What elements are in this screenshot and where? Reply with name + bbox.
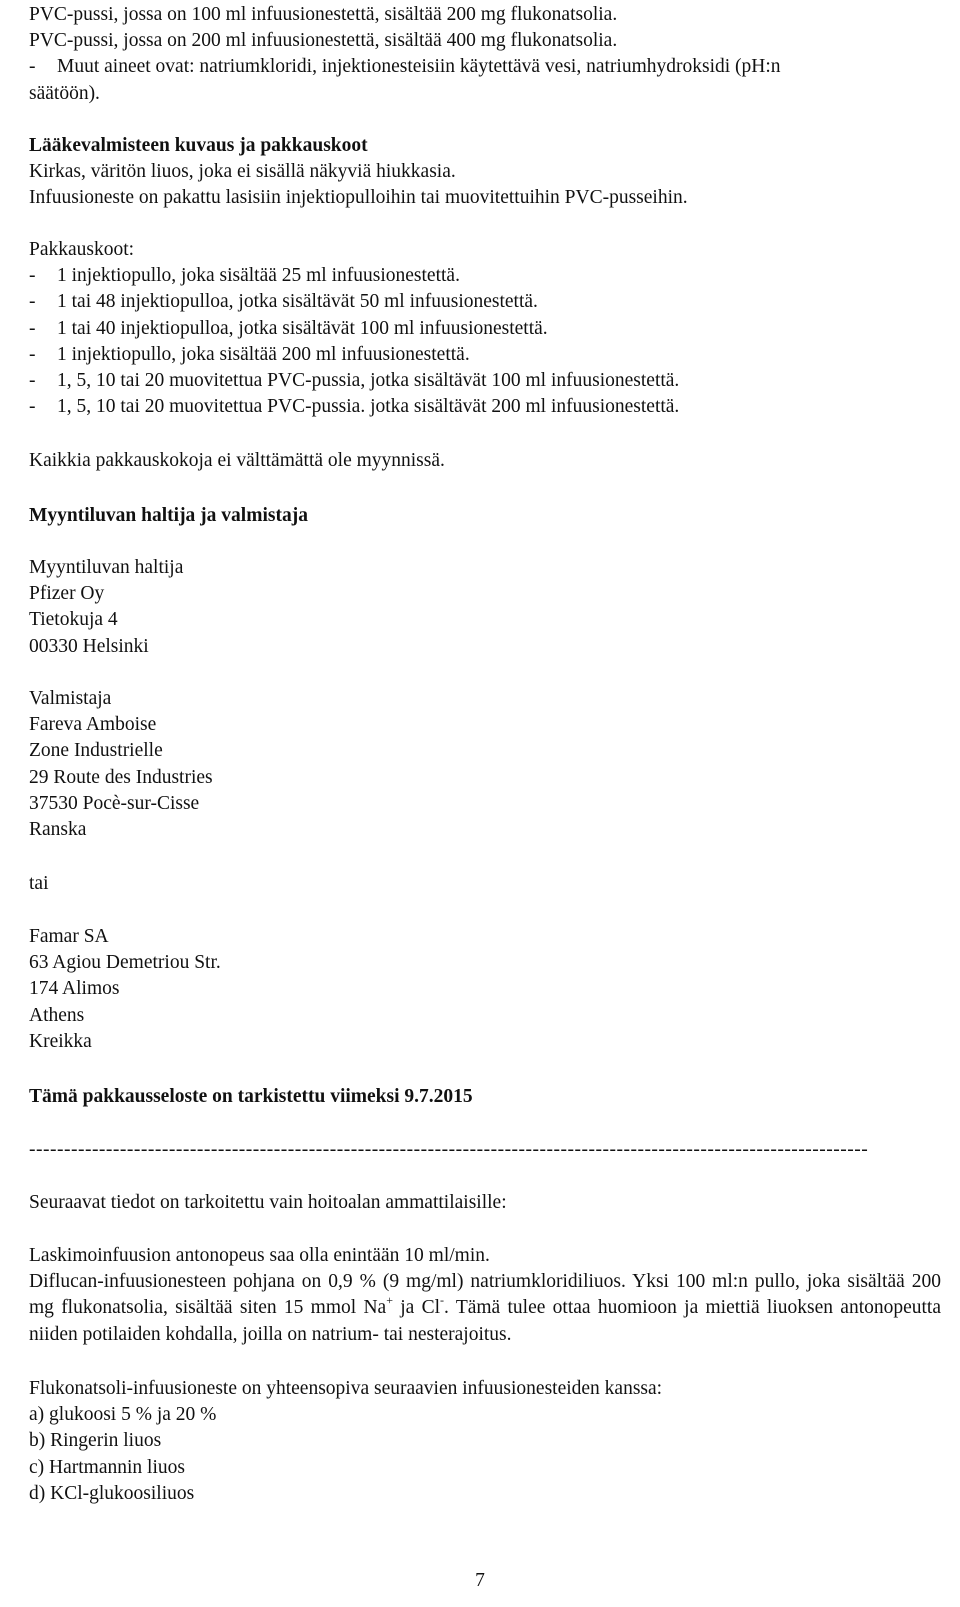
package-item-3: 1 tai 40 injektiopulloa, jotka sisältävät 100 ml infuusionestettä.	[57, 317, 548, 339]
infusion-rate: Laskimoinfuusion antonopeus saa olla enintään 10 ml/min.	[29, 1245, 490, 1266]
manufacturer-2-city: Athens	[29, 1004, 85, 1026]
manufacturer-1-name: Fareva Amboise	[29, 714, 157, 736]
list-item	[29, 368, 944, 394]
packages-note-section	[29, 448, 944, 474]
professional-intro: Seuraavat tiedot on tarkoitettu vain hoitoalan ammattilaisille:	[29, 1192, 507, 1213]
compat-item-d: d) KCl-glukoosiliuos	[29, 1482, 195, 1504]
manufacturer-2-country: Kreikka	[29, 1030, 92, 1052]
list-dash: -	[29, 343, 36, 365]
manufacturer-1-street: 29 Route des Industries	[29, 766, 213, 788]
list-item	[29, 394, 944, 420]
manufacturer-label: Valmistaja	[29, 688, 112, 709]
holder-name: Pfizer Oy	[29, 583, 105, 605]
manufacturer-1-section	[29, 686, 944, 843]
compat-item-a: a) glukoosi 5 % ja 20 %	[29, 1404, 217, 1426]
manufacturer-1-zone: Zone Industrielle	[29, 740, 163, 762]
other-ingredients-text: Muut aineet ovat: natriumkloridi, injektionesteisiin käytettävä vesi, natriumhydroksidi (pH:n	[57, 56, 781, 78]
other-ingredients-cont: säätöön).	[29, 82, 100, 104]
package-item-2: 1 tai 48 injektiopulloa, jotka sisältävät 50 ml infuusionestettä.	[57, 291, 538, 313]
manufacturer-1-city: 37530 Pocè-sur-Cisse	[29, 792, 200, 814]
holder-section	[29, 555, 944, 660]
revised-date: Tämä pakkausseloste on tarkistettu viimeksi 9.7.2015	[29, 1086, 473, 1107]
package-item-5: 1, 5, 10 tai 20 muovitettua PVC-pussia, jotka sisältävät 100 ml infuusionestettä.	[57, 370, 680, 392]
compatibility-section	[29, 1376, 944, 1507]
holder-heading: Myyntiluvan haltija ja valmistaja	[29, 505, 308, 526]
list-item	[29, 263, 944, 289]
list-item	[29, 289, 944, 315]
sodium-text-c: . Tämä tulee ottaa huomioon ja miettiä liuoksen antonopeutta niiden potilaiden kohdalla, joilla on natrium- tai nesterajoitus.	[29, 1297, 942, 1345]
description-line-1: Kirkas, väritön liuos, joka ei sisällä näkyviä hiukkasia.	[29, 161, 456, 183]
revised-section	[29, 1084, 944, 1110]
list-item	[29, 342, 944, 368]
compat-item-b: b) Ringerin liuos	[29, 1430, 162, 1452]
or-section	[29, 871, 944, 897]
packages-note: Kaikkia pakkauskokoja ei välttämättä ole myynnissä.	[29, 450, 445, 471]
professional-body-section	[29, 1243, 941, 1348]
intro-line-1: PVC-pussi, jossa on 100 ml infuusionestettä, sisältää 200 mg flukonatsolia.	[29, 4, 618, 25]
list-item	[29, 316, 944, 342]
package-item-6: 1, 5, 10 tai 20 muovitettua PVC-pussia. jotka sisältävät 200 ml infuusionestettä.	[57, 396, 680, 418]
intro-line-2: PVC-pussi, jossa on 200 ml infuusionestettä, sisältää 400 mg flukonatsolia.	[29, 30, 618, 52]
list-dash: -	[29, 396, 36, 418]
sodium-paragraph	[29, 1269, 941, 1348]
or-text: tai	[29, 873, 49, 894]
compat-item-c: c) Hartmannin liuos	[29, 1456, 185, 1478]
holder-street: Tietokuja 4	[29, 609, 118, 631]
manufacturer-1-country: Ranska	[29, 819, 87, 841]
manufacturer-2-name: Famar SA	[29, 926, 109, 947]
list-dash: -	[29, 56, 36, 78]
sodium-sup-plus: +	[386, 1292, 393, 1307]
manufacturer-2-section	[29, 924, 944, 1055]
intro-section	[29, 2, 944, 107]
list-dash: -	[29, 265, 36, 287]
chloride-sup-minus: -	[440, 1292, 445, 1307]
list-dash: -	[29, 291, 36, 313]
package-item-1: 1 injektiopullo, joka sisältää 25 ml infuusionestettä.	[57, 265, 460, 287]
list-dash: -	[29, 317, 36, 339]
page-number: 7	[475, 1570, 485, 1591]
holder-heading-section	[29, 503, 944, 529]
holder-label: Myyntiluvan haltija	[29, 557, 184, 578]
sodium-text-a: Diflucan-infuusionesteen pohjana on 0,9 % (9 mg/ml) natriumkloridiliuos. Yksi 100 ml:n pullo, joka sisältää 200 mg flukonatsolia, sisältää siten 15 mmol Na	[29, 1271, 941, 1319]
manufacturer-2-postal: 174 Alimos	[29, 978, 120, 1000]
description-heading: Lääkevalmisteen kuvaus ja pakkauskoot	[29, 135, 368, 156]
holder-city: 00330 Helsinki	[29, 635, 149, 657]
package-item-4: 1 injektiopullo, joka sisältää 200 ml infuusionestettä.	[57, 343, 470, 365]
manufacturer-2-street: 63 Agiou Demetriou Str.	[29, 952, 221, 974]
description-section	[29, 133, 944, 212]
other-ingredients-item	[29, 54, 944, 80]
list-dash: -	[29, 370, 36, 392]
separator-line: ------------------------------------------------------------------------------------------------------------------------	[29, 1139, 869, 1160]
compat-intro: Flukonatsoli-infuusioneste on yhteensopiva seuraavien infuusionesteiden kanssa:	[29, 1378, 663, 1399]
description-line-2: Infuusioneste on pakattu lasisiin injektiopulloihin tai muovitettuihin PVC-pusseihin.	[29, 187, 688, 209]
professional-intro-section	[29, 1190, 944, 1216]
packages-label: Pakkauskoot:	[29, 239, 135, 260]
packages-section	[29, 237, 944, 420]
sodium-text-b: ja Cl	[392, 1297, 441, 1319]
